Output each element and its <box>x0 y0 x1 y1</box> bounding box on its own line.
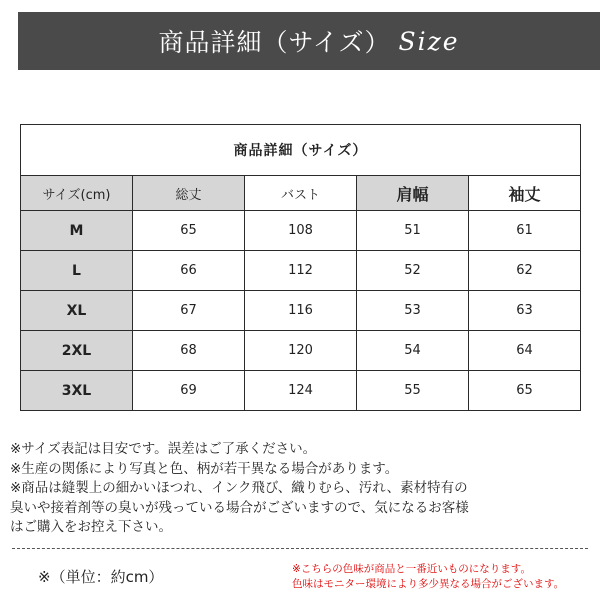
header-size: サイズ(cm) <box>21 176 133 211</box>
table-row <box>21 291 581 331</box>
cell-total-length: 68 <box>133 331 245 371</box>
banner-subtitle: Size <box>398 26 460 56</box>
table-caption: 商品詳細（サイズ） <box>21 125 581 176</box>
size-label: L <box>21 251 133 291</box>
table-caption-row <box>21 125 581 176</box>
cell-bust: 124 <box>245 371 357 411</box>
cell-total-length: 66 <box>133 251 245 291</box>
color-note-line: 色味はモニター環境により多少異なる場合がございます。 <box>292 578 565 590</box>
cell-shoulder: 51 <box>357 211 469 251</box>
cell-bust: 112 <box>245 251 357 291</box>
unit-note: ※（単位：約cm） <box>38 568 164 586</box>
banner-title: 商品詳細（サイズ） <box>158 28 391 57</box>
notes-block <box>10 440 590 538</box>
size-label: 3XL <box>21 371 133 411</box>
cell-sleeve: 62 <box>469 251 581 291</box>
cell-bust: 120 <box>245 331 357 371</box>
cell-bust: 108 <box>245 211 357 251</box>
color-note <box>292 562 564 592</box>
header-bust: バスト <box>245 176 357 211</box>
size-label: M <box>21 211 133 251</box>
color-note-line: ※こちらの色味が商品と一番近いものになります。 <box>292 563 531 575</box>
size-table <box>20 124 581 411</box>
header-shoulder: 肩幅 <box>357 176 469 211</box>
cell-bust: 116 <box>245 291 357 331</box>
note-line: はご購入をお控え下さい。 <box>10 519 172 535</box>
table-row <box>21 371 581 411</box>
cell-shoulder: 54 <box>357 331 469 371</box>
note-line: ※サイズ表記は目安です。誤差はご了承ください。 <box>10 441 317 457</box>
cell-total-length: 69 <box>133 371 245 411</box>
size-label: XL <box>21 291 133 331</box>
cell-shoulder: 55 <box>357 371 469 411</box>
table-row <box>21 211 581 251</box>
table-header-row <box>21 176 581 211</box>
cell-total-length: 65 <box>133 211 245 251</box>
cell-total-length: 67 <box>133 291 245 331</box>
header-total-length: 総丈 <box>133 176 245 211</box>
title-banner <box>18 12 600 70</box>
cell-sleeve: 61 <box>469 211 581 251</box>
cell-shoulder: 53 <box>357 291 469 331</box>
note-line: ※商品は縫製上の細かいほつれ、インク飛び、織りむら、汚れ、素材特有の <box>10 480 468 496</box>
table-row <box>21 331 581 371</box>
size-label: 2XL <box>21 331 133 371</box>
dashed-divider <box>12 548 588 549</box>
cell-sleeve: 65 <box>469 371 581 411</box>
note-line: ※生産の関係により写真と色、柄が若干異なる場合があります。 <box>10 460 399 477</box>
cell-sleeve: 63 <box>469 291 581 331</box>
cell-sleeve: 64 <box>469 331 581 371</box>
cell-shoulder: 52 <box>357 251 469 291</box>
note-line: 臭いや接着剤等の臭いが残っている場合がございますので、気になるお客様 <box>10 499 469 516</box>
header-sleeve: 袖丈 <box>469 176 581 211</box>
table-row <box>21 251 581 291</box>
